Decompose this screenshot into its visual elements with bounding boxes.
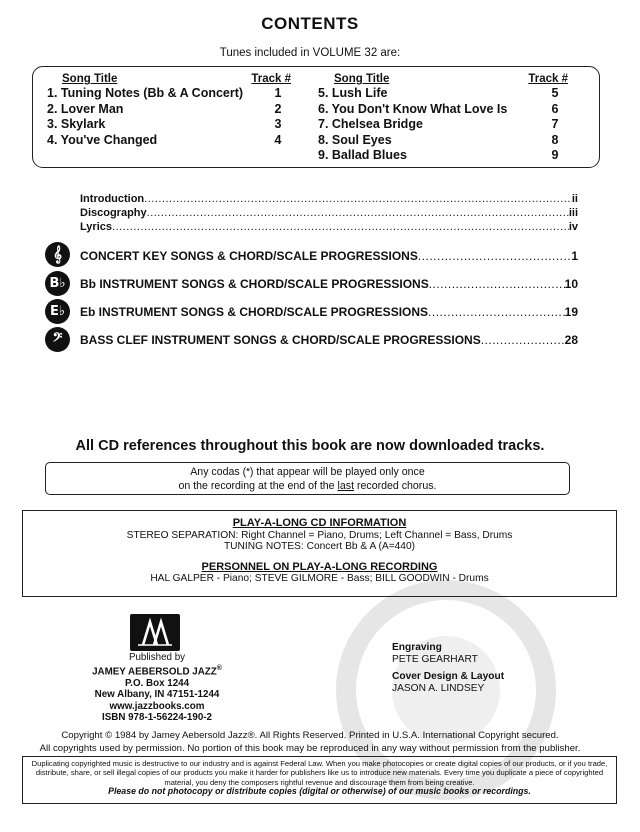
tune-title: 3. Skylark	[47, 117, 106, 132]
tune-track: 9	[551, 148, 559, 163]
tune-row	[47, 133, 291, 149]
toc-label: BASS CLEF INSTRUMENT SONGS & CHORD/SCALE PROGRESSIONS	[80, 333, 481, 347]
tune-title: 7. Chelsea Bridge	[318, 117, 423, 132]
leader-dots	[147, 207, 569, 219]
toc-eb-instrument[interactable]	[80, 305, 578, 319]
credits-block	[392, 642, 562, 695]
copyright-line-1: Copyright © 1984 by Jamey Aebersold Jazz®. All Rights Reserved. Printed in U.S.A. International Copyright secured.	[61, 730, 559, 741]
toc-page: 10	[564, 277, 578, 291]
tune-track: 4	[274, 132, 282, 147]
copyright-line-2: All copyrights used by permission. No portion of this book may be reproduced in any way without permission from the publisher.	[39, 742, 581, 754]
leader-dots	[418, 249, 571, 263]
leader-dots	[429, 277, 565, 291]
toc-page: iv	[568, 221, 578, 233]
tune-list-box	[32, 66, 600, 168]
stereo-separation: STEREO SEPARATION: Right Channel = Piano, Drums; Left Channel = Bass, Drums	[126, 530, 513, 541]
toc-label: Introduction	[80, 193, 145, 205]
tune-track: 1	[274, 86, 282, 100]
toc-page: 28	[564, 333, 578, 347]
toc-page: 1	[571, 249, 578, 263]
tune-column-left	[47, 73, 291, 148]
design-name: JASON A. LINDSEY	[392, 683, 485, 695]
notice-body: Duplicating copyrighted music is destructive to our industry and is against Federal Law. When you make photocopies or create digital copies of our products, or if you trade, distribute, share, or sell illegal copies of our products you make it harder for publishers like us to introduce new materials. Every time you duplicate a piece of copyrighted material, you deny the composers rightful revenue and discourage them from being creative.	[31, 759, 608, 787]
leader-dots	[481, 333, 565, 347]
tune-title: 5. Lush Life	[318, 86, 388, 100]
tune-track: 2	[274, 101, 282, 116]
coda-text: on the recording at the end of the	[178, 480, 338, 492]
tune-row	[318, 86, 568, 102]
coda-notice-box	[45, 462, 570, 495]
toc-label: Bb INSTRUMENT SONGS & CHORD/SCALE PROGRESSIONS	[80, 277, 429, 291]
tuning-notes: TUNING NOTES: Concert Bb & A (A=440)	[223, 541, 416, 552]
publisher-logo	[130, 614, 180, 651]
tune-column-right	[318, 73, 568, 164]
engraving-label: Engraving	[392, 642, 442, 653]
toc-concert-key[interactable]	[80, 249, 578, 263]
track-header: Track #	[251, 73, 291, 85]
leader-dots	[112, 221, 569, 233]
registered-mark: ®	[216, 665, 222, 673]
tune-row	[318, 102, 568, 118]
tune-row	[318, 148, 568, 164]
publisher-name: JAMEY AEBERSOLD JAZZ	[92, 666, 217, 678]
coda-text: Any codas (	[190, 466, 247, 478]
toc-label: CONCERT KEY SONGS & CHORD/SCALE PROGRESSIONS	[80, 249, 418, 263]
tune-title: 2. Lover Man	[47, 101, 124, 116]
tune-track: 5	[551, 86, 559, 100]
track-header: Track #	[528, 73, 568, 85]
treble-clef-icon: 𝄞	[45, 242, 70, 267]
tune-row	[318, 117, 568, 133]
coda-text: ) that appear will be played only once	[249, 466, 425, 478]
tune-track: 7	[551, 117, 559, 132]
cd-reference-note: All CD references throughout this book are now downloaded tracks.	[75, 438, 545, 454]
page-subtitle: Tunes included in VOLUME 32 are:	[219, 47, 401, 59]
tune-row	[318, 133, 568, 149]
toc-page: iii	[568, 207, 578, 219]
publisher-city: New Albany, IN 47151-1244	[94, 689, 220, 701]
engraving-name: PETE GEARHART	[392, 653, 478, 665]
copyright-block	[0, 730, 620, 755]
coda-icon: 𝄌	[246, 466, 250, 478]
publisher-po-box: P.O. Box 1244	[124, 678, 190, 690]
tune-title: 4. You've Changed	[47, 132, 158, 147]
publisher-name-line	[82, 663, 232, 678]
toc-introduction[interactable]	[80, 193, 578, 205]
leader-dots	[144, 193, 572, 205]
toc-label: Eb INSTRUMENT SONGS & CHORD/SCALE PROGRESSIONS	[80, 305, 429, 319]
tune-row	[47, 117, 291, 133]
leader-dots	[428, 305, 565, 319]
toc-lyrics[interactable]	[80, 221, 578, 233]
tune-track: 6	[551, 101, 559, 116]
toc-page: 19	[564, 305, 578, 319]
publisher-isbn: ISBN 978-1-56224-190-2	[101, 712, 212, 724]
coda-line-2	[46, 479, 569, 493]
toc-label: Lyrics	[80, 221, 113, 233]
publisher-website[interactable]: www.jazzbooks.com	[109, 700, 205, 712]
tune-track: 3	[274, 117, 282, 132]
coda-text: recorded chorus.	[354, 480, 437, 492]
tune-row	[47, 86, 291, 102]
toc-bass-clef[interactable]	[80, 333, 578, 347]
personnel-list: HAL GALPER - Piano; STEVE GILMORE - Bass; BILL GOODWIN - Drums	[150, 573, 489, 584]
notice-emphasis: Please do not photocopy or distribute copies (digital or otherwise) of our music books or recordings.	[108, 786, 531, 797]
tune-header	[47, 73, 291, 85]
e-flat-icon: E♭	[45, 299, 70, 324]
b-flat-icon: B♭	[45, 271, 70, 296]
toc-label: Discography	[80, 207, 147, 219]
toc-bb-instrument[interactable]	[80, 277, 578, 291]
toc-discography[interactable]	[80, 207, 578, 219]
bass-clef-icon: 𝄢	[45, 327, 70, 352]
song-title-header: Song Title	[334, 73, 390, 85]
tune-title: 6. You Don't Know What Love Is	[318, 101, 508, 116]
anti-piracy-notice	[22, 756, 617, 804]
tune-row	[47, 102, 291, 118]
logo-mark-icon	[130, 614, 180, 651]
toc-page: ii	[571, 193, 578, 205]
coda-line-1	[46, 465, 569, 479]
song-title-header: Song Title	[62, 73, 118, 85]
tune-title: 8. Soul Eyes	[318, 132, 392, 147]
playalong-heading: PLAY-A-LONG CD INFORMATION	[232, 517, 407, 529]
design-label: Cover Design & Layout	[392, 671, 505, 683]
tune-title: 9. Ballad Blues	[318, 148, 407, 163]
tune-title: 1. Tuning Notes (Bb & A Concert)	[47, 86, 244, 100]
published-by: Published by	[128, 652, 186, 663]
page-title: CONTENTS	[261, 14, 359, 33]
playalong-info-box	[22, 510, 617, 597]
coda-emphasis: last	[337, 480, 355, 492]
tune-header	[318, 73, 568, 85]
publisher-block	[82, 652, 232, 724]
tune-track: 8	[551, 132, 559, 147]
personnel-heading: PERSONNEL ON PLAY-A-LONG RECORDING	[201, 561, 438, 573]
